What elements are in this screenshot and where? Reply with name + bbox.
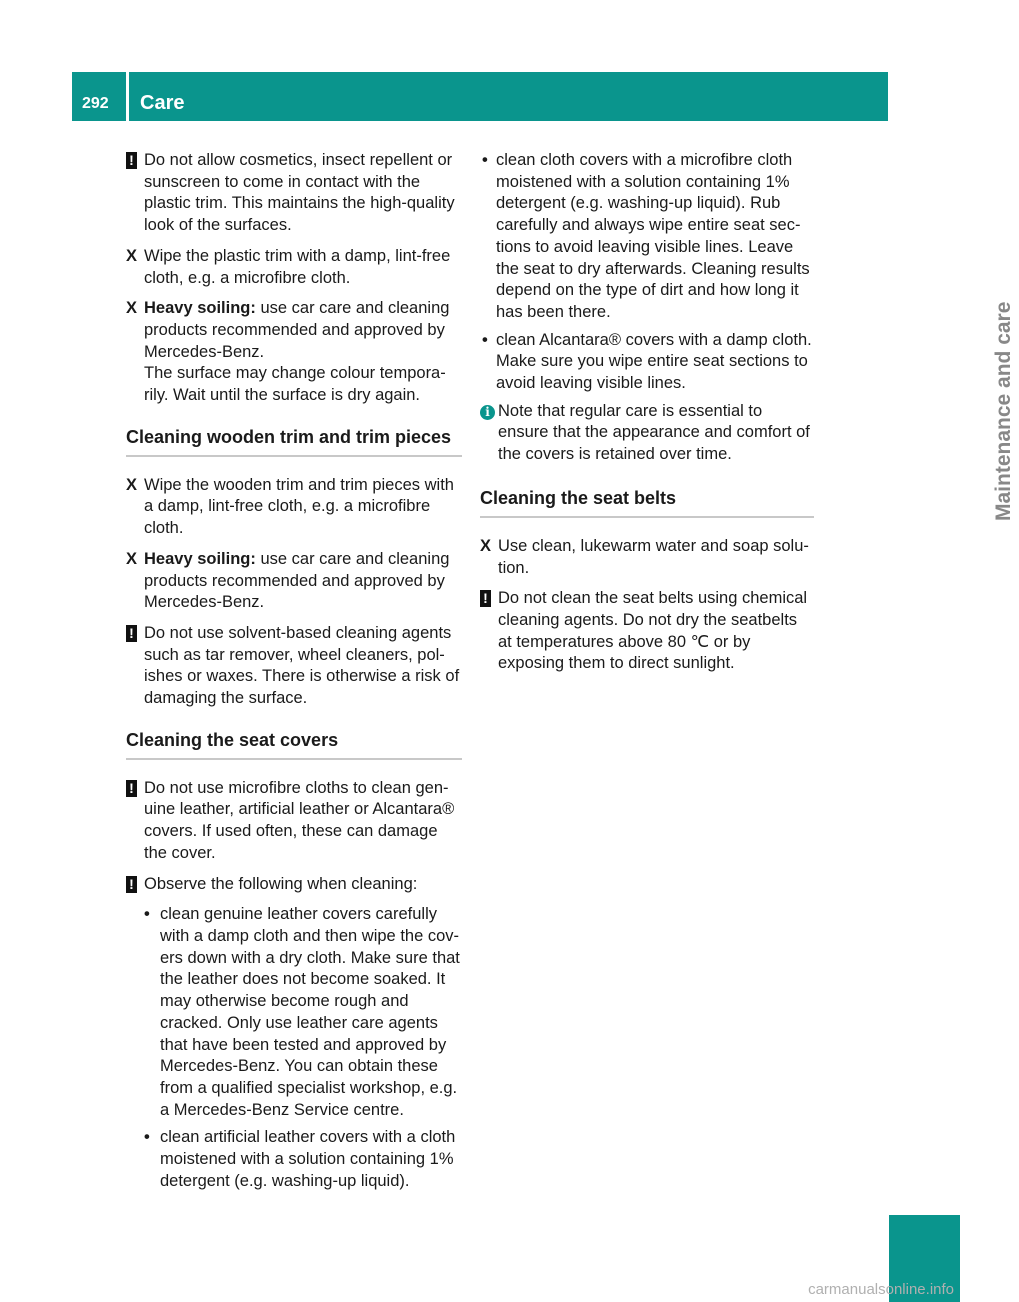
bullet-text: clean Alcantara® covers with a damp cloth. Make sure you wipe entire seat sections to avoid leaving visible lines.: [496, 330, 812, 393]
info-item: [480, 401, 814, 466]
page-number: 292: [82, 95, 109, 112]
bullet-icon: •: [482, 151, 488, 169]
bullet-icon: •: [144, 1128, 150, 1147]
warning-icon: !: [480, 588, 496, 610]
section-title: Care: [140, 92, 185, 114]
warning-icon: !: [126, 623, 142, 645]
header-divider: [126, 72, 129, 121]
warning-text: Do not allow cosmetics, insect repellent or sunscreen to come in contact with the plastic trim. This maintains the high-quality look of the surfaces.: [144, 151, 455, 235]
step-arrow-icon: X: [480, 536, 492, 555]
step-item: [126, 298, 462, 407]
side-tab: [889, 121, 1015, 681]
step-bold-label: Heavy soiling:: [144, 299, 256, 318]
warning-text: Do not clean the seat belts using chemical cleaning agents. Do not dry the seatbelts at temperatures above 80 ℃ or by exposing them to direct sunlight.: [498, 589, 808, 673]
watermark: carmanualsonline.info: [808, 1281, 954, 1298]
warning-text: Do not use solvent-based cleaning agents such as tar remover, wheel cleaners, pol-ishes or waxes. There is otherwise a risk of damaging the surface.: [144, 623, 460, 708]
bullet-icon: •: [482, 330, 488, 349]
warning-item: [126, 623, 462, 710]
side-tab-label: Maintenance and care: [992, 301, 1015, 521]
step-item: [126, 549, 462, 614]
right-column: [480, 150, 814, 684]
step-text: use car care and cleaning products recommended and approved by Mercedes-Benz.: [144, 299, 450, 361]
step-text: use car care and cleaning products recommended and approved by Mercedes-Benz.: [144, 549, 450, 612]
step-item: [480, 536, 814, 579]
bullet-icon: •: [144, 905, 150, 924]
heading-seat-belts: Cleaning the seat belts: [480, 482, 814, 518]
step-arrow-icon: X: [126, 549, 138, 568]
warning-icon: !: [126, 874, 142, 896]
heading-seat-covers: Cleaning the seat covers: [126, 724, 462, 760]
header-bar: [72, 72, 888, 121]
warning-item: [126, 778, 462, 865]
step-arrow-icon: X: [126, 299, 138, 318]
left-column: [126, 150, 462, 1198]
warning-item: [480, 588, 814, 675]
warning-icon: !: [126, 150, 142, 172]
bullet-item: [480, 150, 814, 324]
step-bold-label: Heavy soiling:: [144, 549, 256, 568]
step-item: [126, 475, 462, 540]
step-note: The surface may change colour tempora-rily. Wait until the surface is dry again.: [144, 364, 446, 405]
info-icon: i: [480, 401, 496, 423]
bullet-item: [480, 330, 814, 395]
warning-text: Observe the following when cleaning:: [144, 874, 418, 893]
warning-text: Do not use microfibre cloths to clean gen-uine leather, artificial leather or Alcantara® covers. If used often, these can damage the cover.: [144, 778, 455, 862]
step-text: Use clean, lukewarm water and soap solu-tion.: [498, 536, 809, 577]
step-arrow-icon: X: [126, 246, 138, 265]
bullet-text: clean genuine leather covers carefully with a damp cloth and then wipe the cov-ers down with a dry cloth. Make sure that the leather does not become soaked. It may otherwise become rough and cracked. Only use leather care agents that have been tested and approved by Mercedes-Benz. You can obtain these from a qualified specialist workshop, e.g. a Mercedes-Benz Service centre.: [160, 905, 460, 1119]
warning-item: [126, 150, 462, 237]
bullet-text: clean artificial leather covers with a cloth moistened with a solution containing 1% detergent (e.g. washing-up liquid).: [160, 1128, 456, 1190]
step-item: [126, 246, 462, 289]
heading-wooden-trim: Cleaning wooden trim and trim pieces: [126, 421, 462, 457]
bullet-item: [126, 904, 462, 1121]
step-arrow-icon: X: [126, 475, 138, 494]
step-text: Wipe the wooden trim and trim pieces with a damp, lint-free cloth, e.g. a microfibre cloth.: [144, 475, 454, 538]
step-text: Wipe the plastic trim with a damp, lint-free cloth, e.g. a microfibre cloth.: [144, 246, 451, 287]
warning-item: [126, 874, 462, 896]
bullet-text: clean cloth covers with a microfibre cloth moistened with a solution containing 1% detergent (e.g. washing-up liquid). Rub carefully and always wipe entire seat sec-tions to avoid leaving visible lines. Leave the seat to dry afterwards. Cleaning results depend on the type of dirt and how long it has been there.: [496, 151, 810, 321]
warning-icon: !: [126, 778, 142, 800]
bullet-item: [126, 1127, 462, 1192]
info-text: Note that regular care is essential to ensure that the appearance and comfort of the covers is retained over time.: [498, 401, 810, 464]
